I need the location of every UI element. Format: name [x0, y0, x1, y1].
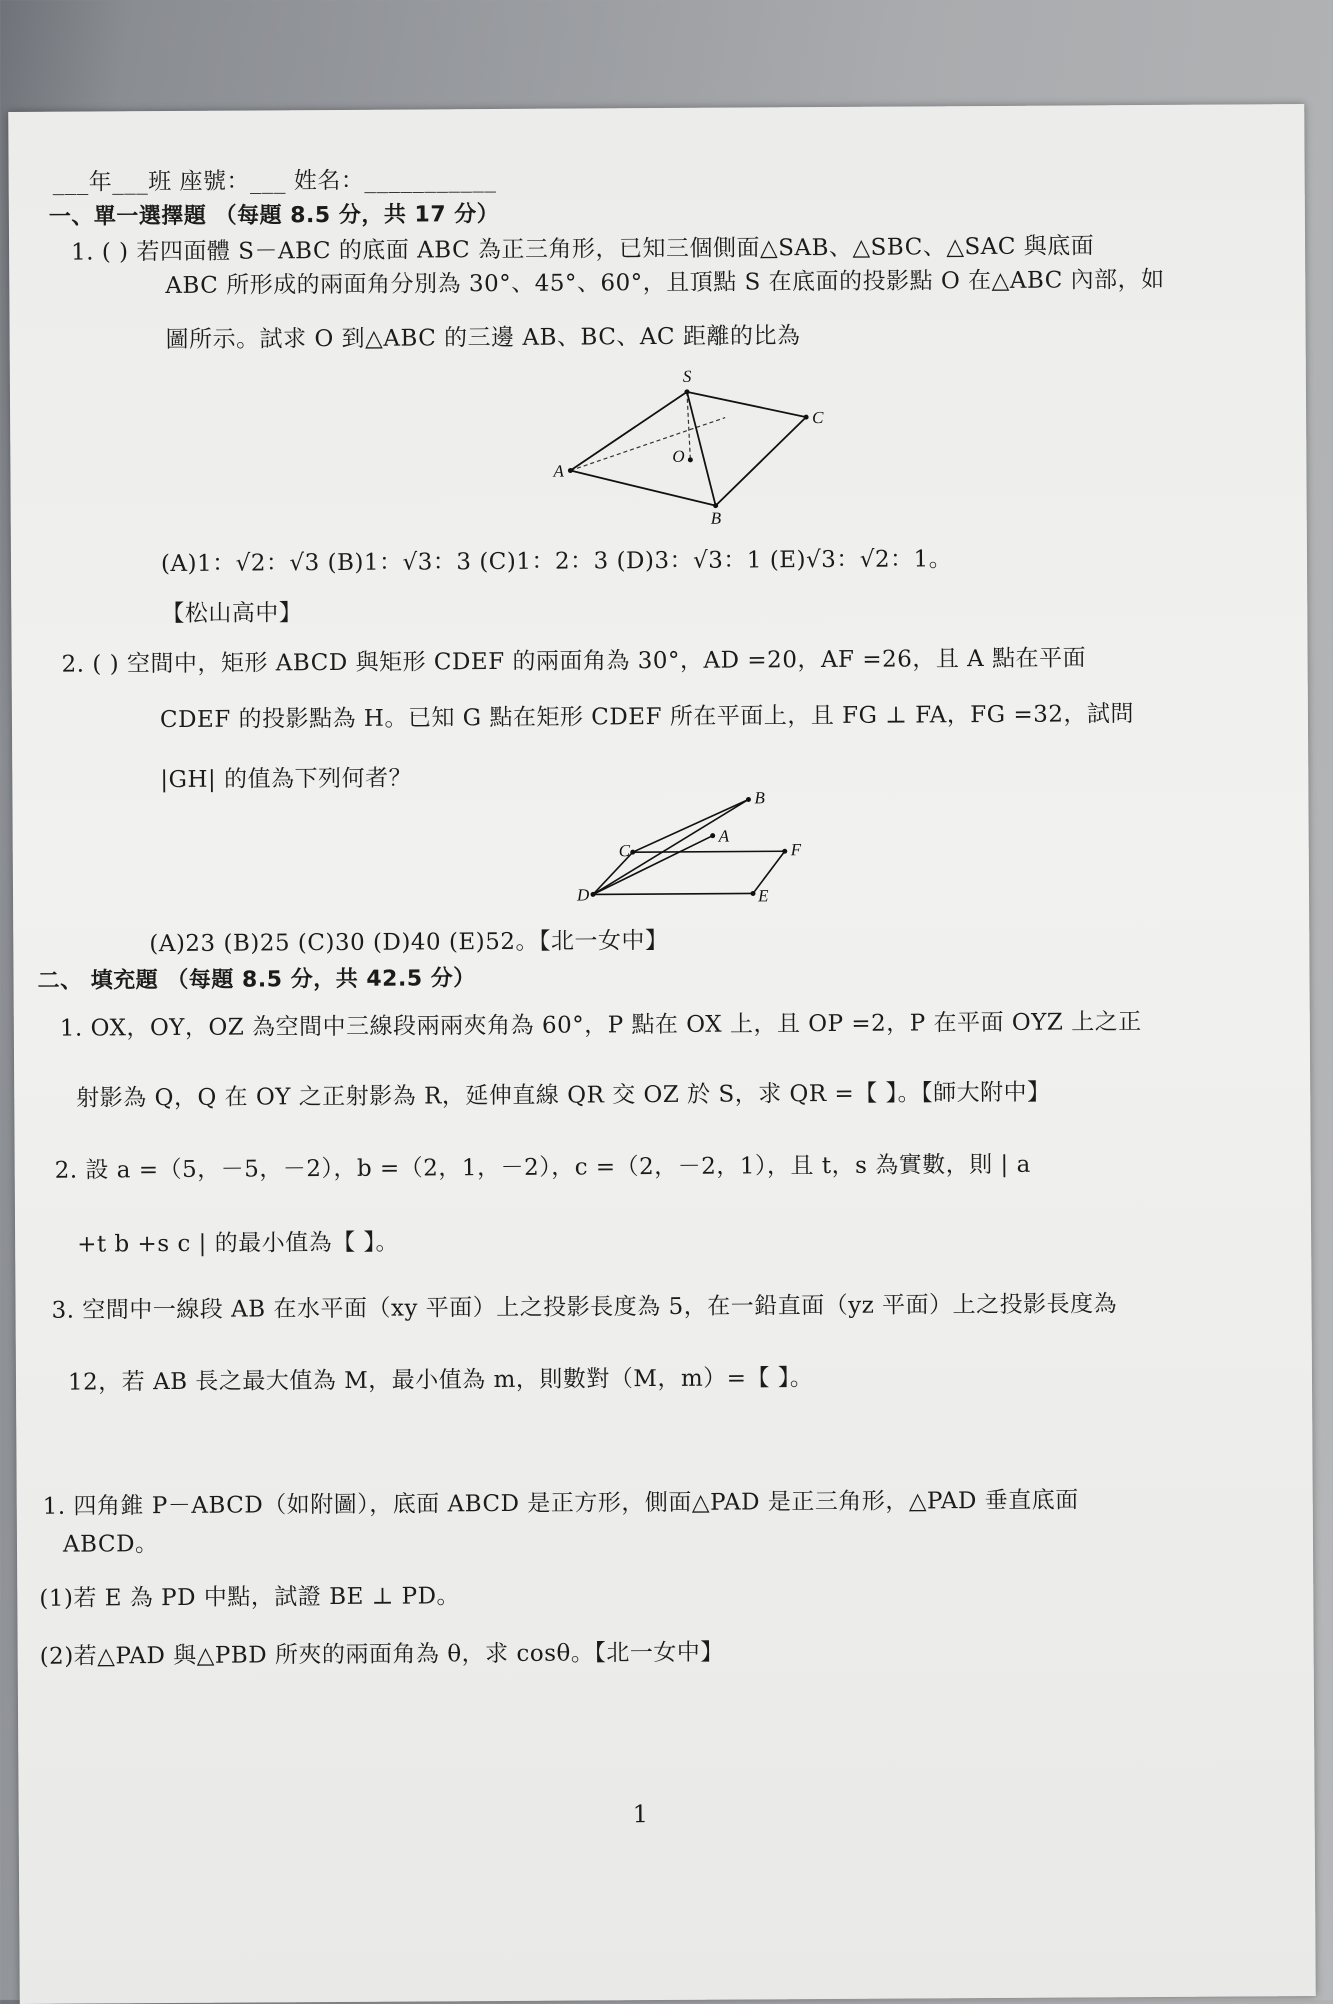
exam-paper: [8, 104, 1316, 2004]
label-E2: E: [757, 886, 769, 906]
fill3-line1: 3. 空間中一線段 AB 在水平面（xy 平面）上之投影長度為 5，在一鉛直面（yz 平面）上之投影長度為: [51, 1291, 1118, 1324]
point-B2: [746, 797, 751, 802]
label-F2: F: [790, 840, 802, 860]
proof1-part2: (2)若△PAD 與△PBD 所夾的兩面角為 θ，求 cosθ。【北一女中】: [39, 1639, 724, 1670]
point-F2: [782, 849, 787, 854]
edge-CF: [633, 851, 785, 852]
edge-AC-hidden: [570, 418, 725, 471]
page-number: 1: [632, 1800, 649, 1829]
label-D2: D: [576, 885, 590, 905]
proof1-line1: 1. 四角錐 P－ABCD（如附圖），底面 ABCD 是正方形，側面△PAD 是正三角形，△PAD 垂直底面: [42, 1487, 1079, 1520]
student-info-line: ___年___班 座號：___ 姓名：___________: [52, 166, 497, 196]
label-S: S: [682, 366, 692, 386]
tetrahedron-figure: [540, 357, 841, 529]
point-A2: [710, 833, 715, 838]
proof1-part1: (1)若 E 為 PD 中點，試證 BE ⊥ PD。: [39, 1583, 461, 1612]
edge-DB: [592, 799, 749, 894]
point-A: [568, 468, 573, 473]
label-A: A: [553, 461, 564, 481]
q2-line1: 2. ( ) 空間中，矩形 ABCD 與矩形 CDEF 的兩面角為 30°，AD =20，AF =26，且 A 點在平面: [61, 645, 1087, 678]
label-A2: A: [718, 826, 730, 846]
section1-title: 一、單一選擇題 （每題 8.5 分，共 17 分）: [48, 201, 500, 230]
q1-line3: 圖所示。試求 O 到△ABC 的三邊 AB、BC、AC 距離的比為: [165, 323, 801, 354]
q1-options: (A)1：√2：√3 (B)1：√3：3 (C)1：2：3 (D)3：√3：1 (E)√3：√2：1。: [160, 546, 953, 578]
point-D2: [591, 892, 596, 897]
label-O: O: [672, 446, 685, 466]
fill2-line2: +t b +s c | 的最小值為【 】。: [77, 1229, 400, 1258]
edge-CB: [632, 799, 748, 852]
fill3-line2: 12，若 AB 長之最大值為 M，最小值為 m，則數對（M，m）=【 】。: [67, 1365, 814, 1396]
q2-line3: |GH| 的值為下列何者？: [160, 765, 413, 794]
q1-line2: ABC 所形成的兩面角分別為 30°、45°、60°，且頂點 S 在底面的投影點 O 在△ABC 內部，如: [165, 266, 1165, 300]
label-B: B: [710, 508, 722, 528]
point-E2: [751, 891, 756, 896]
point-O: [688, 457, 693, 462]
q2-line2: CDEF 的投影點為 H。已知 G 點在矩形 CDEF 所在平面上，且 FG ⊥ FA，FG =32，試問: [159, 701, 1135, 734]
edge-SA: [570, 392, 687, 471]
q2-options: (A)23 (B)25 (C)30 (D)40 (E)52。【北一女中】: [149, 927, 669, 958]
label-C: C: [812, 408, 824, 428]
point-B: [713, 503, 718, 508]
fill1-line2: 射影為 Q，Q 在 OY 之正射影為 R，延伸直線 QR 交 OZ 於 S，求 QR =【 】。【師大附中】: [76, 1079, 1051, 1112]
q1-line1: 1. ( ) 若四面體 S－ABC 的底面 ABC 為正三角形，已知三個側面△SAB、△SBC、△SAC 與底面: [71, 233, 1095, 266]
edge-AB: [570, 470, 715, 507]
edge-BC: [715, 417, 807, 506]
point-S: [684, 389, 689, 394]
proof1-line2: ABCD。: [62, 1531, 159, 1558]
section2-title: 二、 填充題 （每題 8.5 分，共 42.5 分）: [37, 966, 476, 994]
edge-DA: [593, 836, 713, 895]
rectangles-figure: [552, 787, 833, 919]
edge-DE: [593, 893, 753, 894]
fill2-line1: 2. 設 a =（5，－5，－2），b =（2，1，－2），c =（2，－2，1），且 t，s 為實數，則 | a: [54, 1151, 1031, 1184]
label-B2: B: [754, 788, 765, 808]
fill1-line1: 1. OX，OY，OZ 為空間中三線段兩兩夾角為 60°，P 點在 OX 上，且 OP =2，P 在平面 OYZ 上之正: [59, 1009, 1142, 1042]
point-C: [804, 415, 809, 420]
edge-SB: [687, 392, 716, 506]
edge-SC: [687, 391, 806, 418]
point-C2: [630, 850, 635, 855]
label-C2: C: [618, 841, 631, 861]
q1-source: 【松山高中】: [161, 600, 303, 628]
